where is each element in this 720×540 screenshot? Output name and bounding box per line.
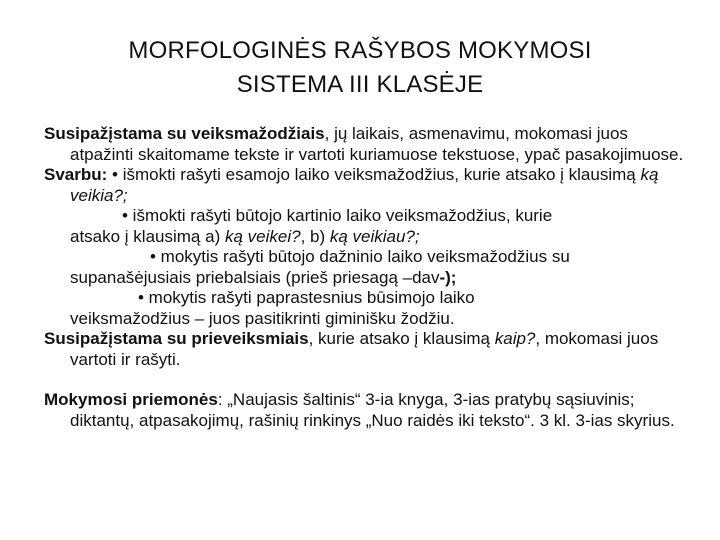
bullet-2-question-b: ką veikiau?; [329, 226, 420, 246]
paragraph-adverbs-question: kaip? [494, 329, 536, 348]
bullet-2-continuation [70, 227, 684, 248]
bullet-4 [44, 288, 684, 329]
bullet-3-continuation [70, 268, 684, 289]
paragraph-verbs [44, 124, 684, 165]
bullet-1-text: • išmokti rašyti esamojo laiko veiksmažodžius, kurie atsako į klausimą [107, 165, 641, 184]
paragraph-materials [44, 390, 684, 431]
paragraph-verbs-lead: Susipažįstama su veiksmažodžiais [44, 124, 325, 143]
bullet-3-text: supanašėjusiais priebalsiais (prieš priesagą –dav [70, 267, 440, 287]
paragraph-adverbs-text-1: , kurie atsako į klausimą [308, 329, 495, 348]
paragraph-adverbs-lead: Susipažįstama su prieveiksmiais [44, 329, 309, 348]
bullet-4-first-line: • mokytis rašyti paprastesnius būsimojo laiko [138, 288, 475, 307]
paragraph-important [44, 165, 684, 206]
paragraph-adverbs-text-2: , mokomasi juos vartoti ir rašyti. [70, 329, 659, 369]
title-line-1: MORFOLOGINĖS RAŠYBOS MOKYMOSI [128, 37, 592, 64]
slide-title [40, 34, 680, 102]
bullet-2-text-b: , b) [300, 226, 330, 246]
paragraph-gap [44, 370, 684, 390]
bullet-3-first-line: • mokytis rašyti būtojo dažninio laiko veiksmažodžius su [150, 247, 570, 266]
bullet-2-question-a: ką veikei? [224, 226, 301, 246]
bullet-2 [44, 206, 684, 247]
bullet-3-suffix: -); [439, 267, 457, 287]
title-line-2: SISTEMA III KLASĖJE [236, 71, 484, 98]
bullet-1-question: ką veikia?; [70, 165, 659, 205]
paragraph-materials-lead: Mokymosi priemonės [44, 390, 218, 409]
bullet-2-text-a: atsako į klausimą a) [70, 226, 225, 246]
paragraph-materials-text: : „Naujasis šaltinis“ 3-ia knyga, 3-ias pratybų sąsiuvinis; diktantų, atpasakojimų, rašinių rinkinys „Nuo raidės iki teksto“. 3 kl. 3-ias skyrius. [70, 390, 675, 430]
slide-body [44, 124, 684, 431]
paragraph-important-lead: Svarbu: [44, 165, 108, 184]
bullet-4-continuation: veiksmažodžius – juos pasitikrinti giminišku žodžiu. [70, 308, 455, 328]
bullet-2-first-line: • išmokti rašyti būtojo kartinio laiko veiksmažodžius, kurie [122, 206, 553, 225]
paragraph-adverbs [44, 329, 684, 370]
paragraph-verbs-text: , jų laikais, asmenavimu, mokomasi juos atpažinti skaitomame tekste ir vartoti kuriamuose tekstuose, ypač pasakojimuose. [70, 124, 684, 164]
bullet-3 [44, 247, 684, 288]
